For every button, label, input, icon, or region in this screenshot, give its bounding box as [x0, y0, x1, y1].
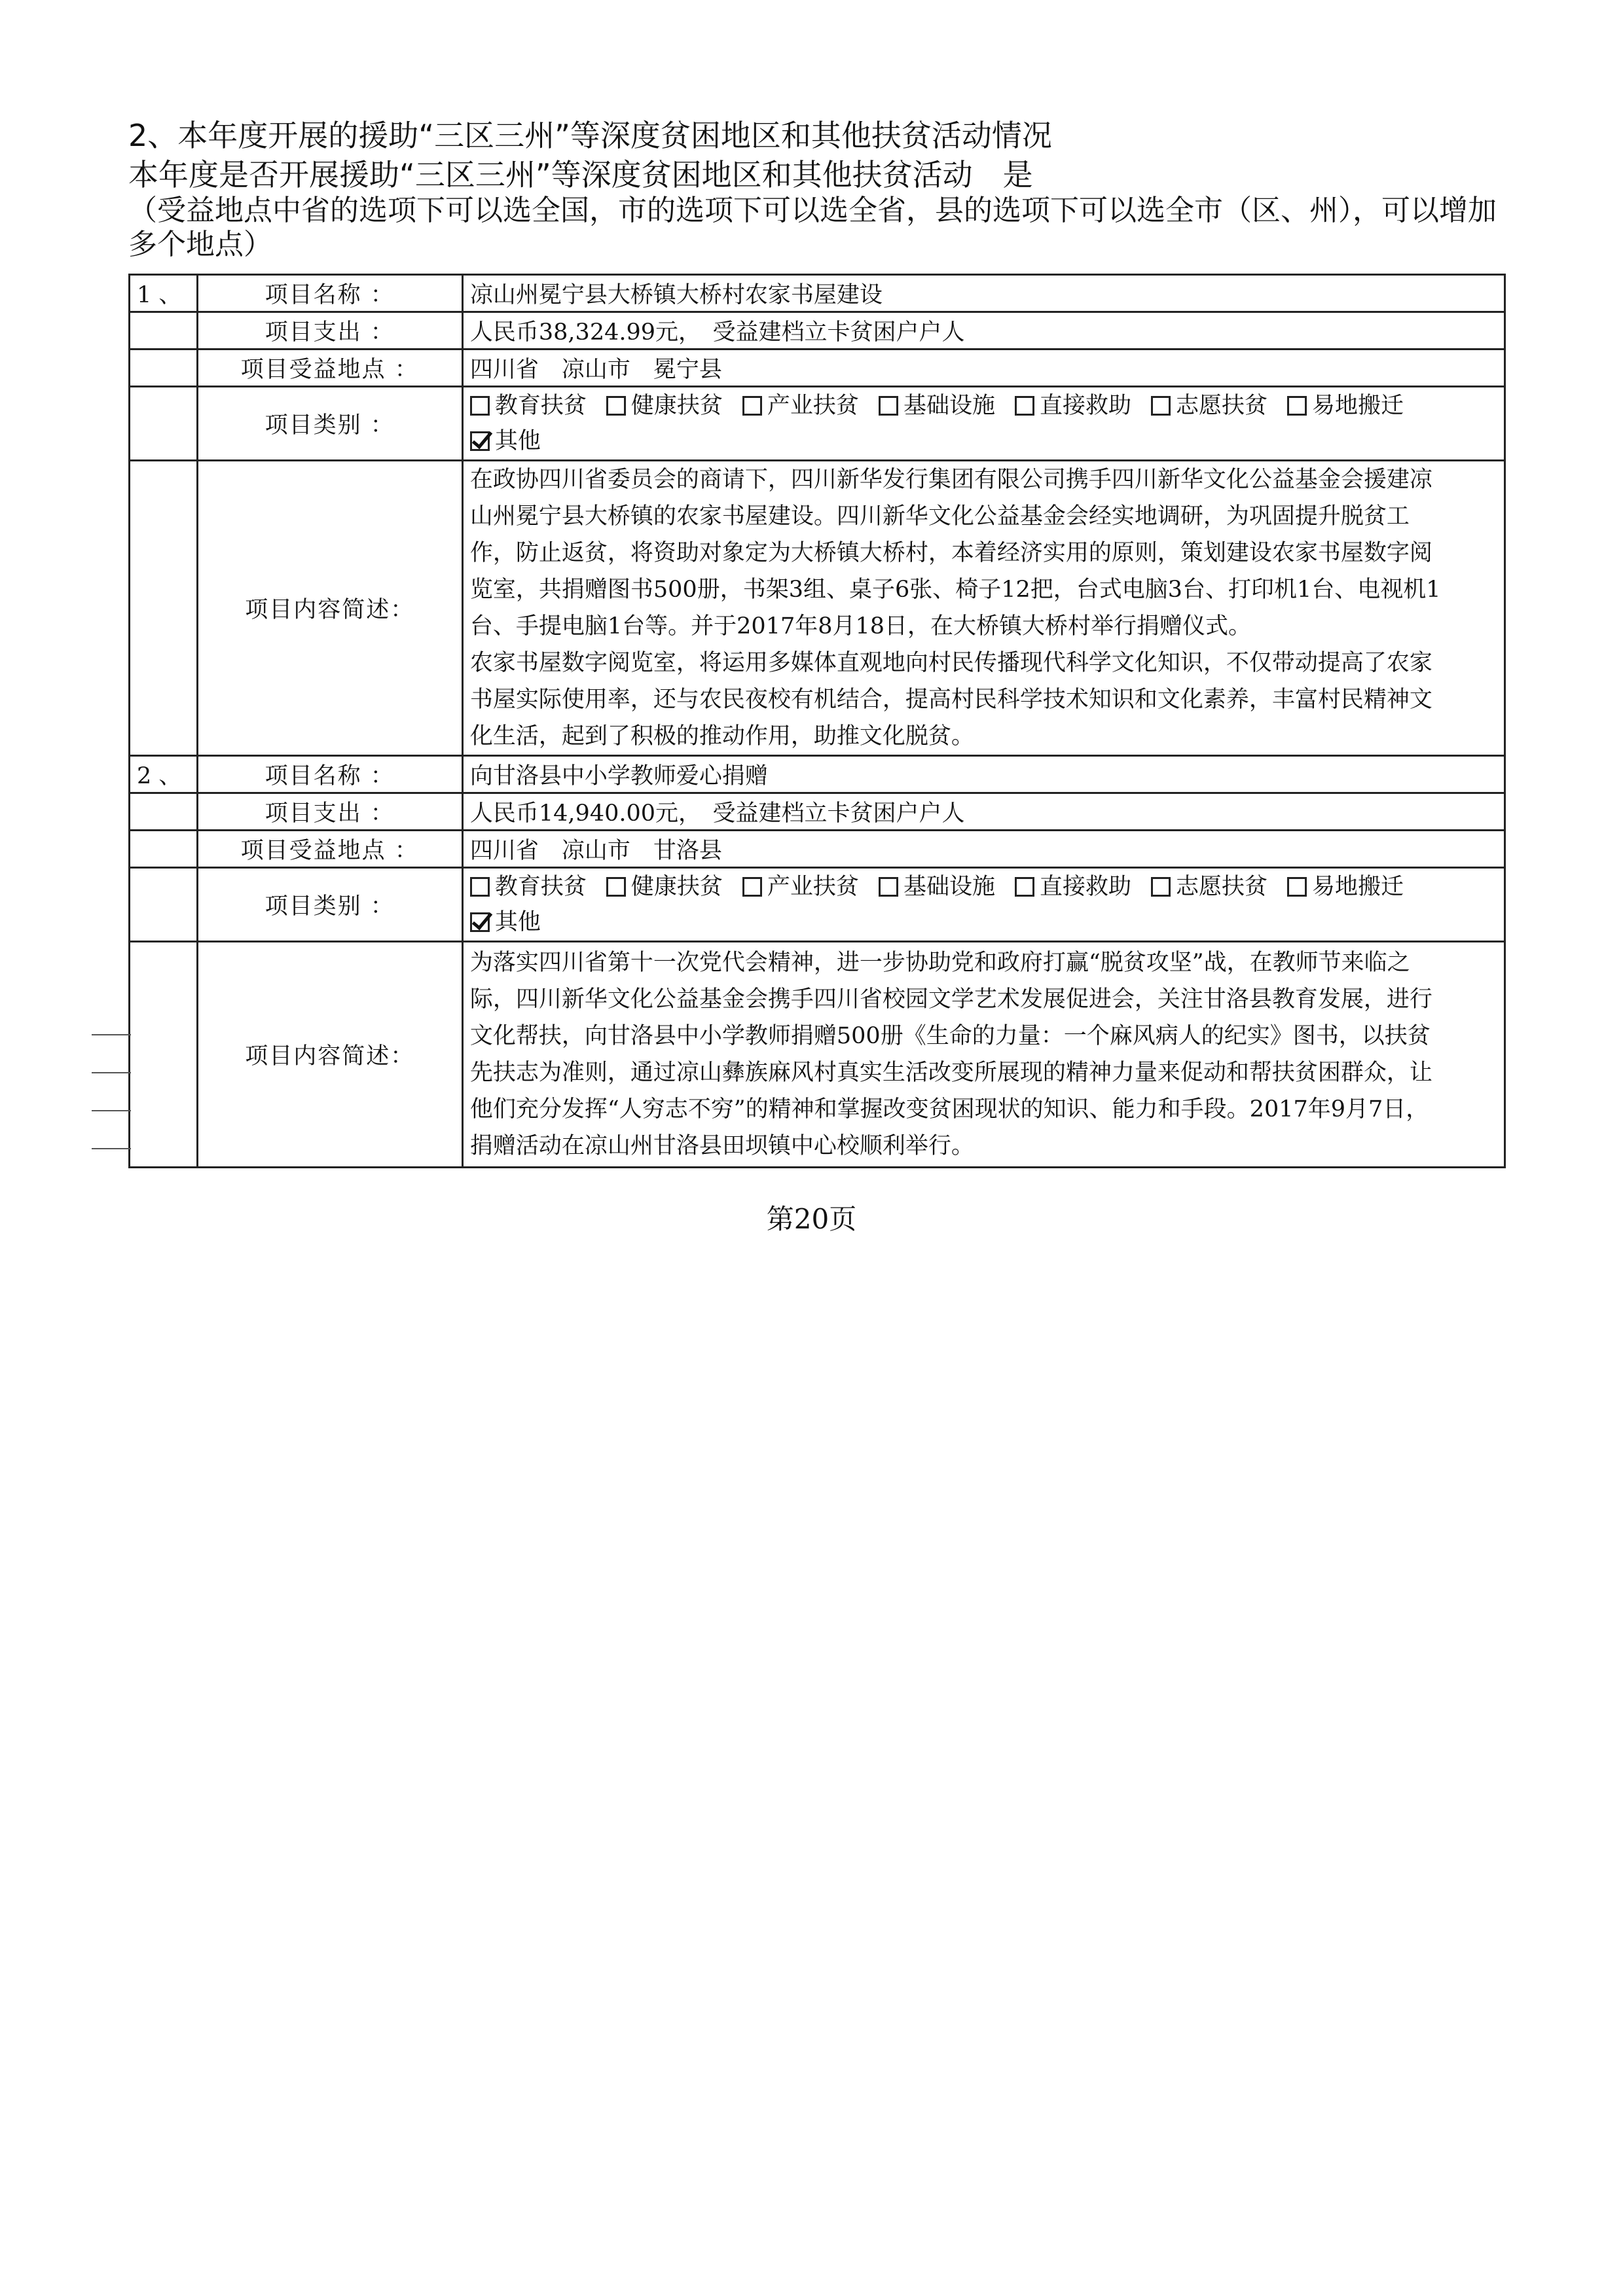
page-number: 第20页: [766, 1203, 857, 1235]
checkbox-health[interactable]: [606, 877, 626, 897]
project-2-desc-row: 项目内容简述： 为落实四川省第十一次党代会精神，进一步协助党和政府打赢“脱贫攻坚”战，在教师节来临之 际，四川新华文化公益基金会携手四川省校园文学艺术发展促进会，关注甘洛县教育发展，进行 文化帮扶，向甘洛县中小学教师捐赠500册《生命的力量：一个麻风病人的纪实》图书，以扶贫 先扶志为准则，通过凉山彝族麻风村真实生活改变所展现的精神力量来促动和帮扶贫困群众，让 他们充分发挥“人穷志不穷”的精神和掌握改变贫困现状的知识、能力和手段。2017年9月7日， 捐赠活动在凉山州甘洛县田坝镇中心校顺利举行。: [130, 942, 1505, 1168]
project-2-location-row: 项目受益地点 ： 四川省 凉山市 甘洛县: [130, 831, 1505, 868]
checkbox-direct-aid[interactable]: [1015, 396, 1034, 416]
project-2-categories: 教育扶贫 健康扶贫 产业扶贫 基础设施 直接救助 志愿扶贫 易地搬迁其他: [462, 868, 1504, 942]
checkbox-industry[interactable]: [742, 877, 762, 897]
project-1-name: 凉山州冕宁县大桥镇大桥村农家书屋建设: [462, 275, 1504, 312]
checkbox-volunteer[interactable]: [1151, 396, 1171, 416]
label-project-location: 项目受益地点 ：: [197, 350, 462, 387]
label-project-desc: 项目内容简述：: [197, 461, 462, 756]
project-1-name-row: [130, 275, 1505, 312]
checkbox-education[interactable]: [470, 396, 490, 416]
checkbox-infrastructure[interactable]: [879, 877, 898, 897]
poverty-project-table: [128, 274, 1506, 1168]
project-1-category-row: [130, 387, 1505, 461]
project-1-spend: 人民币38,324.99元， 受益建档立卡贫困户户人: [462, 312, 1504, 350]
checkbox-industry[interactable]: [742, 396, 762, 416]
checkbox-other-checked[interactable]: [470, 912, 490, 932]
checkbox-direct-aid[interactable]: [1015, 877, 1034, 897]
label-project-name: 项目名称 ：: [197, 275, 462, 312]
project-1-spend-row: [130, 312, 1505, 350]
project-2-spend-row: 项目支出 ： 人民币14,940.00元， 受益建档立卡贫困户户人: [130, 793, 1505, 831]
location-note: （受益地点中省的选项下可以选全国，市的选项下可以选全省，县的选项下可以选全市（区、州），可以增加多个地点）: [128, 194, 1497, 261]
activity-question: 本年度是否开展援助“三区三州”等深度贫困地区和其他扶贫活动 是: [128, 157, 1033, 192]
checkbox-relocation[interactable]: [1287, 877, 1307, 897]
project-1-location-row: [130, 350, 1505, 387]
project-2-location: 四川省 凉山市 甘洛县: [462, 831, 1504, 868]
project-1-description: 在政协四川省委员会的商请下，四川新华发行集团有限公司携手四川新华文化公益基金会援建凉 山州冕宁县大桥镇的农家书屋建设。四川新华文化公益基金会经实地调研，为巩固提升脱贫工 作，防止返贫，将资助对象定为大桥镇大桥村，本着经济实用的原则，策划建设农家书屋数字阅 览室，共捐赠图书500册，书架3组、桌子6张、椅子12把，台式电脑3台、打印机1台、电视机1 台、手提电脑1台等。并于2017年8月18日，在大桥镇大桥村举行捐赠仪式。 农家书屋数字阅览室，将运用多媒体直观地向村民传播现代科学文化知识，不仅带动提高了农家 书屋实际使用率，还与农民夜校有机结合，提高村民科学技术知识和文化素养，丰富村民精神文 化生活，起到了积极的推动作用，助推文化脱贫。: [462, 461, 1504, 756]
project-2-number: 2 、: [130, 756, 198, 793]
checkbox-infrastructure[interactable]: [879, 396, 898, 416]
project-2-name-row: 2 、 项目名称 ： 向甘洛县中小学教师爱心捐赠: [130, 756, 1505, 793]
checkbox-volunteer[interactable]: [1151, 877, 1171, 897]
project-2-name: 向甘洛县中小学教师爱心捐赠: [462, 756, 1504, 793]
checkbox-relocation[interactable]: [1287, 396, 1307, 416]
checkbox-other-checked[interactable]: [470, 431, 490, 451]
project-2-category-row: 项目类别 ： 教育扶贫 健康扶贫 产业扶贫 基础设施 直接救助 志愿扶贫 易地搬迁其他: [130, 868, 1505, 942]
project-2-description: 为落实四川省第十一次党代会精神，进一步协助党和政府打赢“脱贫攻坚”战，在教师节来临之 际，四川新华文化公益基金会携手四川省校园文学艺术发展促进会，关注甘洛县教育发展，进行 文化帮扶，向甘洛县中小学教师捐赠500册《生命的力量：一个麻风病人的纪实》图书，以扶贫 先扶志为准则，通过凉山彝族麻风村真实生活改变所展现的精神力量来促动和帮扶贫困群众，让 他们充分发挥“人穷志不穷”的精神和掌握改变贫困现状的知识、能力和手段。2017年9月7日， 捐赠活动在凉山州甘洛县田坝镇中心校顺利举行。: [462, 942, 1504, 1168]
scan-marks: [92, 1034, 131, 1186]
project-1-desc-row: [130, 461, 1505, 756]
project-1-categories: 教育扶贫 健康扶贫 产业扶贫 基础设施 直接救助 志愿扶贫 易地搬迁其他: [462, 387, 1504, 461]
checkbox-education[interactable]: [470, 877, 490, 897]
label-project-category: 项目类别 ：: [197, 387, 462, 461]
checkbox-health[interactable]: [606, 396, 626, 416]
label-project-spend: 项目支出 ：: [197, 312, 462, 350]
section-heading: 2、本年度开展的援助“三区三州”等深度贫困地区和其他扶贫活动情况: [128, 118, 1052, 153]
project-1-number: 1 、: [130, 275, 198, 312]
project-2-spend: 人民币14,940.00元， 受益建档立卡贫困户户人: [462, 793, 1504, 831]
project-1-location: 四川省 凉山市 冕宁县: [462, 350, 1504, 387]
